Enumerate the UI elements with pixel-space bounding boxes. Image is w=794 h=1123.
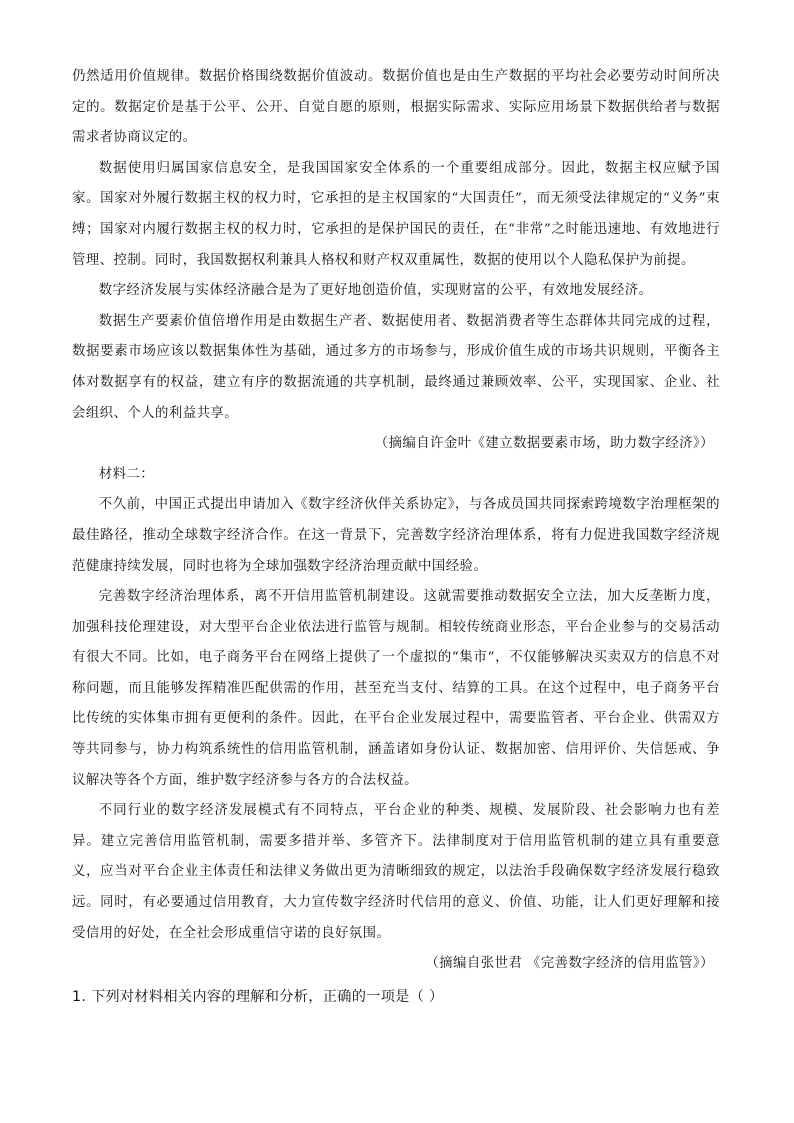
paragraph-economy-integration: 数字经济发展与实体经济融合是为了更好地创造价值，实现财富的公平，有效地发展经济。 xyxy=(98,283,653,299)
source-citation-1: （摘编自许金叶《建立数据要素市场，助力数字经济》） xyxy=(374,436,714,452)
paragraph-data-factor-value: 数据生产要素价值倍增作用是由数据生产者、数据使用者、数据消费者等生态群体共同完成的过程，数据要素市场应该以数据集体性为基础，通过多方的市场参与，形成价值生成的市场共识规则，平衡各主体对数据享有的权益，建立有序的数据流通的共享机制，最终通过兼顾效率、公平，实现国家、企业、社会组织、个人的利益共享。 xyxy=(72,313,720,421)
paragraph-credit-supervision: 完善数字经济治理体系，离不开信用监管机制建设。这就需要推动数据安全立法，加大反垄断力度，加强科技伦理建设，对大型平台企业依法进行监管与规制。相较传统商业形态，平台企业参与的交易活动有很大不同。比如，电子商务平台在网络上提供了一个虚拟的“集市”，不仅能够解决买卖双方的信息不对称问题，而且能够发挥精准匹配供需的作用，甚至充当支付、结算的工具。在这个过程中，电子商务平台比传统的实体集市拥有更便利的条件。因此，在平台企业发展过程中，需要监管者、平台企业、供需双方等共同参与，协力构筑系统性的信用监管机制，涵盖诸如身份认证、数据加密、信用评价、失信惩戒、争议解决等各个方面，维护数字经济参与各方的合法权益。 xyxy=(72,589,720,788)
paragraph-industry-models: 不同行业的数字经济发展模式有不同特点，平台企业的种类、规模、发展阶段、社会影响力也有差异。建立完善信用监管机制，需要多措并举、多管齐下。法律制度对于信用监管机制的建立具有重要意义，应当对平台企业主体责任和法律义务做出更为清晰细致的规定，以法治手段确保数字经济发展行稳致远。同时，有必要通过信用教育，大力宣传数字经济时代信用的意义、价值、功能，让人们更好理解和接受信用的好处，在全社会形成重信守诺的良好氛围。 xyxy=(72,803,720,941)
source-citation-2: （摘编自张世君 《完善数字经济的信用监管》） xyxy=(425,956,714,972)
document-body xyxy=(72,62,720,1012)
material-2-label: 材料二： xyxy=(98,466,155,482)
paragraph-depa: 不久前，中国正式提出申请加入《数字经济伙伴关系协定》，与各成员国共同探索跨境数字治理框架的最佳路径，推动全球数字经济合作。在这一背景下，完善数字经济治理体系，将有力促进我国数字经济规范健康持续发展，同时也将为全球加强数字经济治理贡献中国经验。 xyxy=(72,497,720,574)
question-1: 1. 下列对材料相关内容的理解和分析，正确的一项是（ ） xyxy=(72,988,444,1005)
paragraph-data-sovereignty: 数据使用归属国家信息安全，是我国国家安全体系的一个重要组成部分。因此，数据主权应赋予国家。国家对外履行数据主权的权力时，它承担的是主权国家的“大国责任”，而无须受法律规定的“义务”束缚；国家对内履行数据主权的权力时，它承担的是保护国民的责任，在“非常”之时能迅速地、有效地进行管理、控制。同时，我国数据权利兼具人格权和财产权双重属性，数据的使用以个人隐私保护为前提。 xyxy=(72,160,720,268)
paragraph-continued: 仍然适用价值规律。数据价格围绕数据价值波动。数据价值也是由生产数据的平均社会必要劳动时间所决定的。数据定价是基于公平、公开、自觉自愿的原则，根据实际需求、实际应用场景下数据供给者与数据需求者协商议定的。 xyxy=(72,69,720,146)
